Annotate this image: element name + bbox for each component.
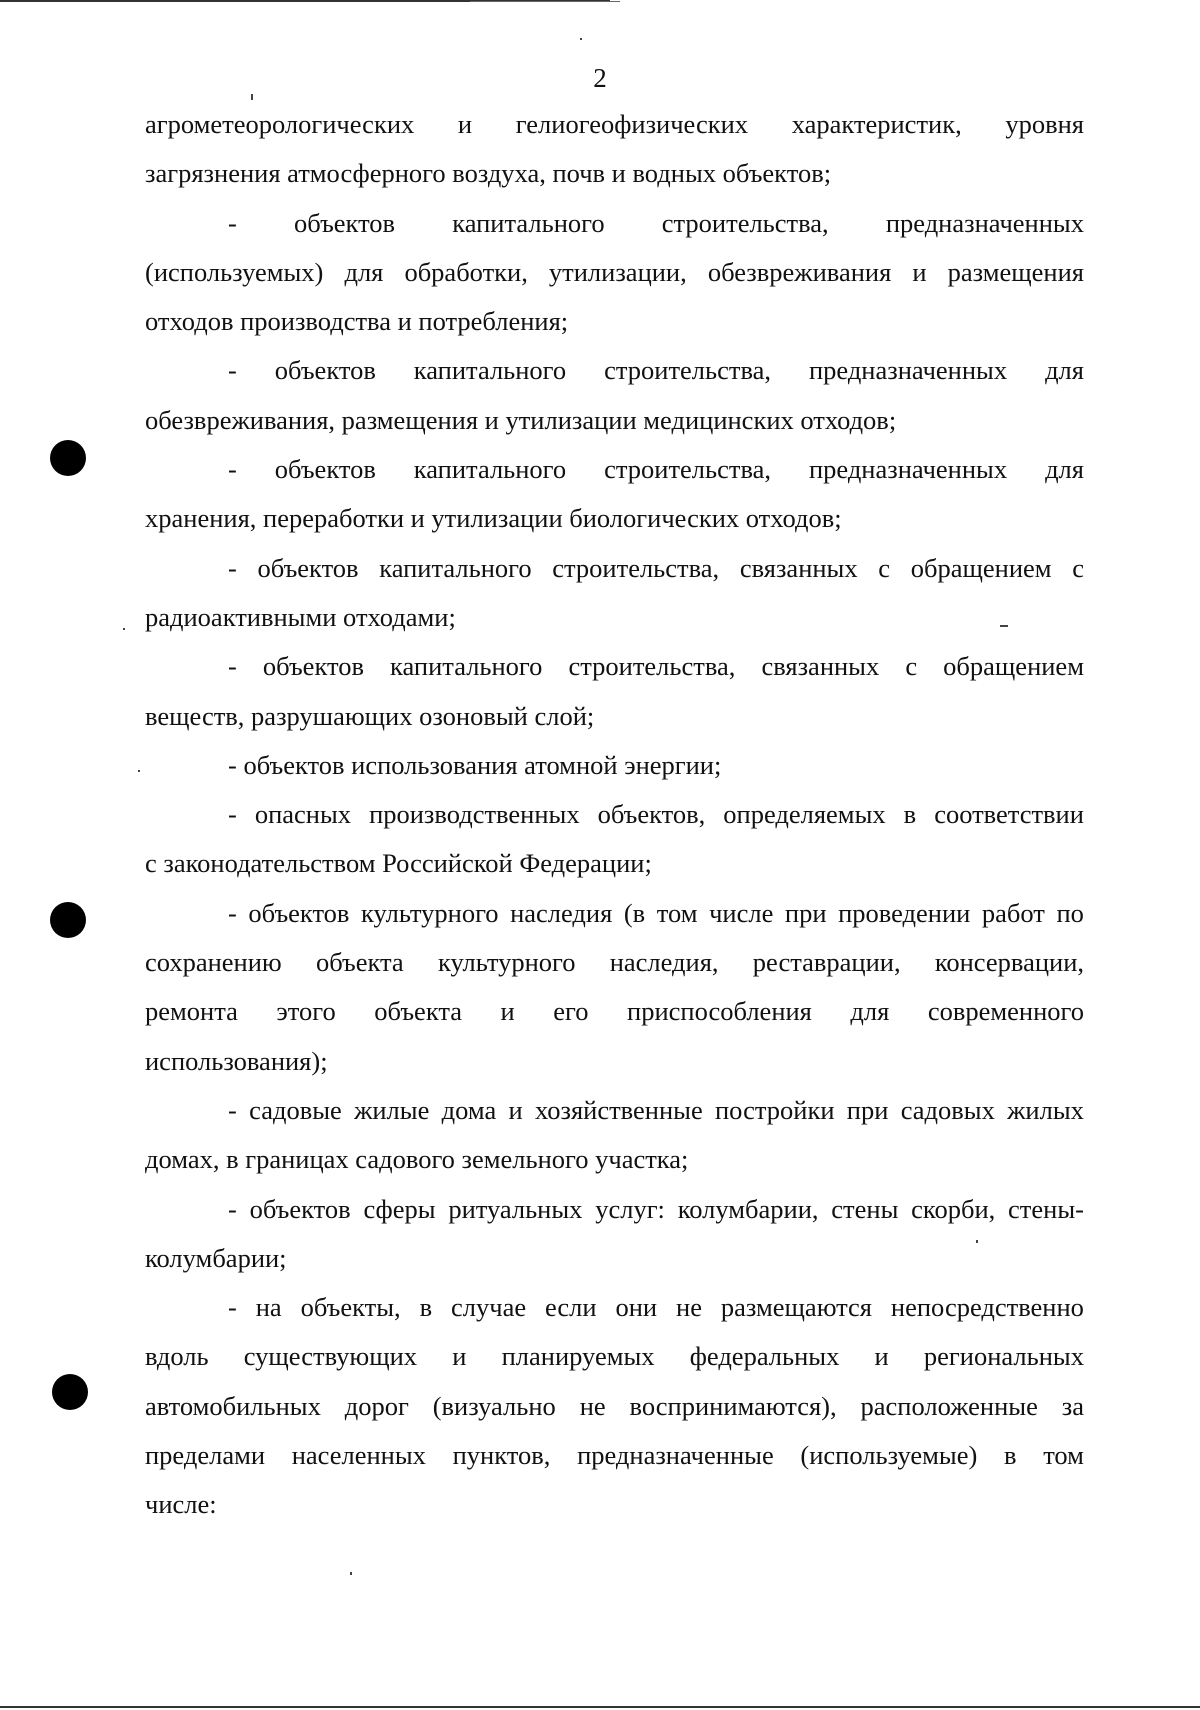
word: капитального: [390, 651, 543, 682]
word: вдоль: [145, 1341, 209, 1372]
paragraph-air-soil-water: [145, 100, 1084, 199]
word: колумбарии,: [677, 1193, 819, 1224]
paragraph-biological-waste-objects: [145, 445, 1084, 544]
word: культурного: [361, 897, 499, 928]
word: предназначенных: [808, 454, 1008, 485]
page-number: 2: [593, 63, 607, 93]
word: (используемые): [800, 1440, 978, 1471]
word: скорби,: [911, 1193, 996, 1224]
word: -: [228, 355, 237, 386]
text-line: радиоактивными отходами;: [145, 601, 456, 632]
text-line-words: [145, 1431, 1084, 1480]
scan-speck: [580, 38, 582, 40]
word: уровня: [1005, 109, 1084, 139]
word: обработки,: [404, 256, 528, 287]
paragraph-ritual-services-objects: [145, 1185, 1084, 1284]
word: производственных: [369, 799, 580, 830]
word: они: [615, 1292, 658, 1323]
text-line-words: [145, 1283, 1084, 1332]
word: федеральных: [689, 1341, 840, 1372]
text-line-words: [145, 642, 1084, 691]
word: этого: [276, 996, 336, 1027]
word: ремонта: [145, 996, 238, 1027]
word: опасных: [254, 799, 352, 830]
word: объектов: [257, 552, 359, 583]
word: его: [553, 996, 589, 1027]
word: с: [1072, 552, 1084, 583]
word: утилизации,: [548, 256, 687, 287]
word: населенных: [291, 1440, 426, 1471]
word: связанных: [761, 651, 880, 682]
scan-speck: [123, 628, 125, 630]
word: -: [228, 651, 237, 682]
text-line-words: [145, 1382, 1084, 1431]
word: связанных: [739, 552, 858, 583]
word: и: [874, 1341, 889, 1372]
word: расположенные: [860, 1390, 1038, 1421]
word: обращением: [910, 552, 1052, 583]
word: -: [228, 454, 237, 485]
word: обращением: [943, 651, 1084, 682]
word: размещения: [947, 256, 1084, 287]
word: объекта: [315, 947, 404, 978]
word: наследия,: [609, 947, 719, 978]
word: характеристик,: [791, 109, 962, 139]
word: жилых: [1007, 1094, 1084, 1125]
text-line: хранения, переработки и утилизации биологических отходов;: [145, 503, 842, 534]
paragraph-nuclear-energy-objects: [145, 741, 1084, 790]
word: проведении: [838, 897, 971, 928]
word: капитального: [413, 454, 567, 485]
text-line-words: [145, 100, 1084, 149]
word: строительства,: [661, 207, 829, 238]
word: агрометеорологических: [145, 109, 415, 139]
paragraph-hazardous-production-objects: [145, 790, 1084, 889]
text-line-words: [145, 445, 1084, 494]
word: дома: [441, 1094, 497, 1125]
text-line: домах, в границах садового земельного участка;: [145, 1144, 689, 1175]
word: не: [579, 1390, 606, 1421]
word: реставрации,: [752, 947, 901, 978]
word: том: [656, 897, 698, 928]
word: по: [1056, 897, 1084, 928]
word: в: [419, 1292, 433, 1323]
word: при: [846, 1094, 889, 1125]
text-line-words: [145, 1332, 1084, 1381]
text-line-words: [145, 346, 1084, 395]
word: числе: [709, 897, 774, 928]
word: -: [228, 552, 237, 583]
word: работ: [981, 897, 1045, 928]
word: стены-: [1008, 1193, 1084, 1224]
scan-speck: [138, 770, 140, 772]
word: -: [228, 897, 237, 928]
word: предназначенных: [808, 355, 1008, 386]
word: в: [903, 799, 917, 830]
word: услуг:: [595, 1193, 665, 1224]
word: гелиогеофизических: [515, 109, 749, 139]
word: объектов: [248, 897, 350, 928]
paragraph-garden-houses: [145, 1086, 1084, 1185]
top-scan-edge-line-secondary: [470, 1, 620, 2]
word: воспринимаются),: [629, 1390, 837, 1421]
word: для: [1045, 454, 1084, 485]
word: постройки: [715, 1094, 835, 1125]
word: дорог: [344, 1390, 409, 1421]
word: объектов: [249, 1193, 351, 1224]
word: для: [344, 256, 384, 287]
word: при: [784, 897, 827, 928]
text-line: с законодательством Российской Федерации;: [145, 848, 652, 879]
word: садовые: [249, 1094, 342, 1125]
paragraph-waste-processing-objects: [145, 199, 1084, 347]
word: автомобильных: [145, 1390, 321, 1421]
document-body: [145, 100, 1084, 1530]
word: стены: [831, 1193, 899, 1224]
word: строительства,: [604, 454, 772, 485]
paragraph-radioactive-waste-objects: [145, 544, 1084, 643]
word: современного: [927, 996, 1084, 1027]
word: жилые: [354, 1094, 430, 1125]
word: если: [545, 1292, 597, 1323]
word: консервации,: [934, 947, 1084, 978]
word: ритуальных: [448, 1193, 583, 1224]
text-line-words: [145, 987, 1084, 1036]
paragraph-medical-waste-objects: [145, 346, 1084, 445]
text-line: загрязнения атмосферного воздуха, почв и водных объектов;: [145, 158, 832, 189]
word: планируемых: [501, 1341, 655, 1372]
text-line-words: [145, 1086, 1084, 1135]
word: объектов: [294, 207, 396, 238]
text-line-words: [145, 1185, 1084, 1234]
text-line-words: [145, 199, 1084, 248]
word: объектов: [274, 355, 376, 386]
word: на: [255, 1292, 282, 1323]
word: в: [1004, 1440, 1017, 1471]
text-line: числе:: [145, 1489, 217, 1520]
word: -: [228, 1292, 237, 1323]
word: предназначенных: [885, 207, 1084, 238]
word: пунктов,: [452, 1440, 551, 1471]
paragraph-ozone-depleting-objects: [145, 642, 1084, 741]
word: для: [1045, 355, 1084, 386]
punch-hole-middle: [50, 902, 86, 938]
word: -: [228, 799, 237, 830]
text-line: веществ, разрушающих озоновый слой;: [145, 700, 595, 731]
word: -: [228, 1094, 237, 1125]
text-line-words: [145, 889, 1084, 938]
scan-speck: [350, 1572, 352, 1575]
word: существующих: [243, 1341, 418, 1372]
word: обезвреживания: [707, 256, 892, 287]
paragraph-objects-outside-settlements: [145, 1283, 1084, 1529]
word: объектов,: [597, 799, 706, 830]
word: (визуально: [432, 1390, 556, 1421]
word: -: [228, 1193, 237, 1224]
word: и: [508, 1094, 523, 1125]
word: культурного: [437, 947, 576, 978]
word: пределами: [145, 1440, 266, 1471]
word: и: [457, 109, 473, 139]
word: предназначенные: [577, 1440, 774, 1471]
word: объекта: [374, 996, 463, 1027]
text-line-words: [145, 938, 1084, 987]
text-line-words: [145, 544, 1084, 593]
word: региональных: [923, 1341, 1084, 1372]
word: с: [905, 651, 918, 682]
word: и: [500, 996, 515, 1027]
word: сферы: [363, 1193, 436, 1224]
word: том: [1043, 1440, 1084, 1471]
word: непосредственно: [890, 1292, 1084, 1323]
word: капитального: [413, 355, 567, 386]
text-line: - объектов использования атомной энергии;: [228, 749, 722, 780]
word: не: [676, 1292, 702, 1323]
word: наследия: [510, 897, 613, 928]
word: размещаются: [720, 1292, 872, 1323]
text-line: колумбарии;: [145, 1242, 287, 1273]
word: соответствии: [934, 799, 1084, 830]
word: капитального: [452, 207, 605, 238]
word: (используемых): [145, 256, 324, 287]
word: объекты,: [300, 1292, 401, 1323]
punch-hole-top: [50, 440, 86, 476]
text-line: обезвреживания, размещения и утилизации медицинских отходов;: [145, 404, 897, 435]
word: капитального: [379, 552, 532, 583]
word: с: [878, 552, 891, 583]
bottom-scan-edge-line: [0, 1706, 1200, 1708]
word: (в: [623, 897, 646, 928]
word: строительства,: [604, 355, 772, 386]
text-line: использования);: [145, 1045, 328, 1076]
word: хозяйственные: [534, 1094, 703, 1125]
word: -: [228, 207, 237, 238]
word: определяемых: [723, 799, 886, 830]
word: и: [452, 1341, 467, 1372]
word: садовых: [900, 1094, 995, 1125]
text-line-words: [145, 790, 1084, 839]
punch-hole-bottom: [52, 1374, 88, 1410]
text-line-words: [145, 248, 1084, 297]
word: строительства,: [568, 651, 736, 682]
word: объектов: [274, 454, 376, 485]
word: объектов: [262, 651, 364, 682]
word: за: [1061, 1390, 1084, 1421]
text-line: отходов производства и потребления;: [145, 306, 569, 337]
word: строительства,: [552, 552, 720, 583]
word: приспособления: [627, 996, 812, 1027]
word: сохранению: [145, 947, 282, 978]
word: случае: [451, 1292, 527, 1323]
word: для: [850, 996, 890, 1027]
word: и: [912, 256, 927, 287]
paragraph-cultural-heritage-objects: [145, 889, 1084, 1086]
